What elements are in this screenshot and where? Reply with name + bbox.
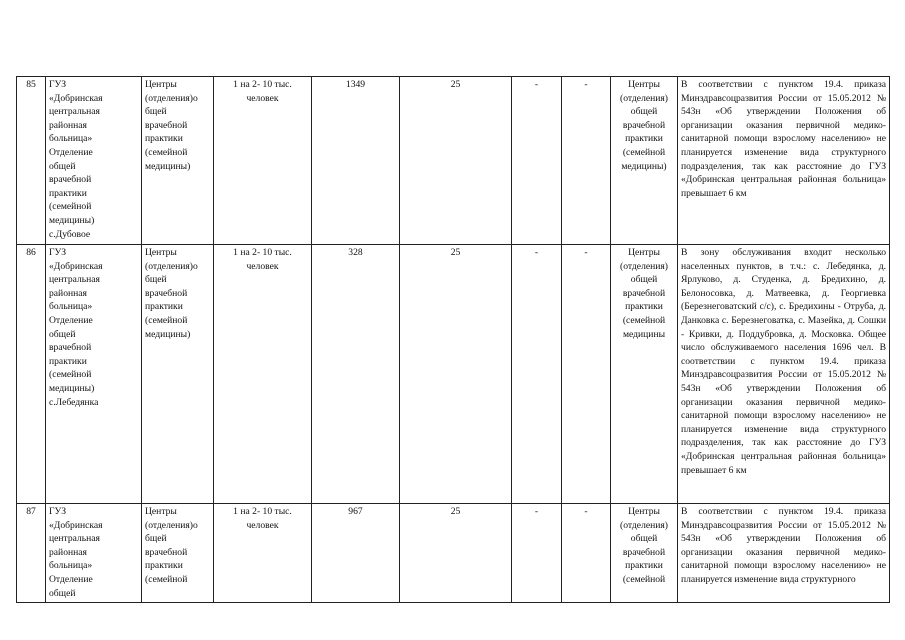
- planned-type-cell-line: Центры: [628, 506, 660, 517]
- facility-type-cell-line: Центры: [145, 506, 177, 517]
- planned-type-cell: [611, 77, 678, 245]
- planned-type-cell-line: (отделения): [620, 260, 668, 272]
- planned-type-cell-line: (семейной: [622, 146, 666, 158]
- facility-name-cell-line: ГУЗ: [49, 79, 67, 90]
- note-cell: В зону обслуживания входит несколько населенных пунктов, в т.ч.: с. Лебедянка, д. Ярлуково, д. Студенка, д. Бредихино, д. Белоносовка, д. Матвеевка, д. Георгиевка (Березнеговатский с/с), с. Бредихины - Отруба, д. Данковка с. Березнеговатка, с. Мазейка, д. Сошки - Кривки, д. Поддубровка, д. Московка. Общее число обслуживаемого населения 1696 чел. В соответствии с пунктом 19.4. приказа Минздравсоцразвития России от 15.05.2012 № 543н «Об утверждении Положения об организации оказания первичной медико-санитарной помощи взрослому населению» не планируется изменение вида структурного подразделения, так как расстояние до ГУЗ «Добринская центральная районная больница» превышает 6 км: [678, 245, 890, 504]
- facility-name-cell-line: с.Дубовое: [49, 228, 91, 240]
- facility-type-cell-line: практики: [145, 560, 183, 572]
- facility-type-cell-line: (семейной: [145, 573, 188, 585]
- distance-cell: 25: [400, 77, 512, 245]
- norm-cell-line: человек: [246, 519, 279, 531]
- population-cell: 1349: [312, 77, 400, 245]
- norm-cell-line: 1 на 2- 10 тыс.: [233, 247, 292, 258]
- facility-name-cell-line: центральная: [49, 533, 100, 545]
- distance-cell: 25: [400, 245, 512, 504]
- planned-type-cell-line: врачебной: [622, 546, 666, 558]
- distance-cell: 25: [400, 504, 512, 603]
- facility-type-cell-line: бщей: [145, 106, 167, 118]
- facility-type-cell-line: бщей: [145, 274, 167, 286]
- facility-type-cell-line: практики: [145, 301, 183, 313]
- facility-name-cell-line: общей: [49, 587, 76, 599]
- planned-type-cell-line: врачебной: [622, 119, 666, 131]
- facility-type-cell: [142, 504, 214, 603]
- facility-type-cell: [142, 245, 214, 504]
- facility-name-cell-line: «Добринская: [49, 260, 103, 272]
- facility-name-cell-line: (семейной: [49, 369, 92, 381]
- facility-name-cell-line: с.Лебедянка: [49, 396, 99, 408]
- facility-name-cell-line: «Добринская: [49, 519, 103, 531]
- facility-name-cell-line: больница»: [49, 560, 93, 572]
- dash-cell: -: [562, 245, 611, 504]
- facility-name-cell: [46, 77, 142, 245]
- table-body: [17, 77, 890, 603]
- norm-cell: [214, 77, 312, 245]
- planned-type-cell-line: медицины): [621, 160, 667, 172]
- row-number-cell: 85: [17, 77, 46, 245]
- norm-cell-line: человек: [246, 260, 279, 272]
- table-row: [17, 504, 890, 603]
- planned-type-cell-line: (семейной: [622, 573, 666, 585]
- facility-name-cell-line: «Добринская: [49, 92, 103, 104]
- row-number-cell: 86: [17, 245, 46, 504]
- facility-name-cell-line: врачебной: [49, 342, 92, 354]
- planned-type-cell-line: Центры: [628, 247, 660, 258]
- facility-name-cell-line: ГУЗ: [49, 247, 67, 258]
- facility-name-cell-line: районная: [49, 546, 87, 558]
- facility-type-cell-line: врачебной: [145, 287, 188, 299]
- planned-type-cell-line: общей: [630, 274, 658, 286]
- facility-type-cell: [142, 77, 214, 245]
- norm-cell-line: 1 на 2- 10 тыс.: [233, 79, 292, 90]
- row-number-cell: 87: [17, 504, 46, 603]
- facility-name-cell-line: Отделение: [49, 573, 93, 585]
- planned-type-cell-line: практики: [625, 301, 663, 313]
- table-row: [17, 245, 890, 504]
- planned-type-cell-line: врачебной: [622, 287, 666, 299]
- facility-name-cell-line: больница»: [49, 133, 93, 145]
- facility-name-cell-line: центральная: [49, 106, 100, 118]
- dash-cell: -: [562, 504, 611, 603]
- population-cell: 967: [312, 504, 400, 603]
- planned-type-cell-line: (семейной: [622, 314, 666, 326]
- planned-type-cell: [611, 245, 678, 504]
- facility-type-cell-line: врачебной: [145, 546, 188, 558]
- facility-name-cell-line: (семейной: [49, 201, 92, 213]
- planned-type-cell-line: медицины: [622, 328, 666, 340]
- facility-name-cell-line: Отделение: [49, 314, 93, 326]
- facility-name-cell-line: ГУЗ: [49, 506, 67, 517]
- planned-type-cell-line: (отделения): [620, 519, 668, 531]
- planned-type-cell-line: общей: [630, 533, 658, 545]
- facility-name-cell-line: медицины): [49, 382, 95, 394]
- planned-type-cell-line: практики: [625, 133, 663, 145]
- facility-name-cell-line: медицины): [49, 214, 95, 226]
- dash-cell: -: [512, 245, 562, 504]
- planned-type-cell: [611, 504, 678, 603]
- facility-name-cell-line: районная: [49, 119, 87, 131]
- planned-type-cell-line: Центры: [628, 79, 660, 90]
- facility-type-cell-line: (отделения)о: [145, 92, 198, 104]
- dash-cell: -: [512, 504, 562, 603]
- facility-name-cell-line: практики: [49, 355, 87, 367]
- table-row: [17, 77, 890, 245]
- note-cell: В соответствии с пунктом 19.4. приказа Минздравсоцразвития России от 15.05.2012 № 543н «Об утверждении Положения об организации оказания первичной медико-санитарной помощи взрослому населению» не планируется изменение вида структурного: [678, 504, 890, 603]
- norm-cell-line: 1 на 2- 10 тыс.: [233, 506, 292, 517]
- facility-name-cell-line: практики: [49, 187, 87, 199]
- planned-type-cell-line: общей: [630, 106, 658, 118]
- facility-type-cell-line: (семейной: [145, 146, 188, 158]
- facility-name-cell-line: больница»: [49, 301, 93, 313]
- norm-cell-line: человек: [246, 92, 279, 104]
- norm-cell: [214, 245, 312, 504]
- dash-cell: -: [512, 77, 562, 245]
- dash-cell: -: [562, 77, 611, 245]
- facility-type-cell-line: бщей: [145, 533, 167, 545]
- facility-type-cell-line: врачебной: [145, 119, 188, 131]
- facility-type-cell-line: (семейной: [145, 314, 188, 326]
- facility-name-cell-line: районная: [49, 287, 87, 299]
- facility-name-cell: [46, 504, 142, 603]
- facility-name-cell: [46, 245, 142, 504]
- note-cell: В соответствии с пунктом 19.4. приказа Минздравсоцразвития России от 15.05.2012 № 543н «Об утверждении Положения об организации оказания первичной медико-санитарной помощи взрослому населению» не планируется изменение вида структурного подразделения, так как расстояние до ГУЗ «Добринская центральная районная больница» превышает 6 км: [678, 77, 890, 245]
- planned-type-cell-line: (отделения): [620, 92, 668, 104]
- facility-name-cell-line: Отделение: [49, 146, 93, 158]
- facility-name-cell-line: врачебной: [49, 174, 92, 186]
- norm-cell: [214, 504, 312, 603]
- facility-type-cell-line: (отделения)о: [145, 519, 198, 531]
- facility-name-cell-line: общей: [49, 160, 76, 172]
- facility-type-cell-line: медицины): [145, 160, 191, 172]
- facility-type-cell-line: Центры: [145, 247, 177, 258]
- planned-type-cell-line: практики: [625, 560, 663, 572]
- facility-name-cell-line: общей: [49, 328, 76, 340]
- facility-type-cell-line: (отделения)о: [145, 260, 198, 272]
- facility-name-cell-line: центральная: [49, 274, 100, 286]
- facility-type-cell-line: медицины): [145, 328, 191, 340]
- population-cell: 328: [312, 245, 400, 504]
- facilities-table: [16, 76, 890, 603]
- facility-type-cell-line: практики: [145, 133, 183, 145]
- facility-type-cell-line: Центры: [145, 79, 177, 90]
